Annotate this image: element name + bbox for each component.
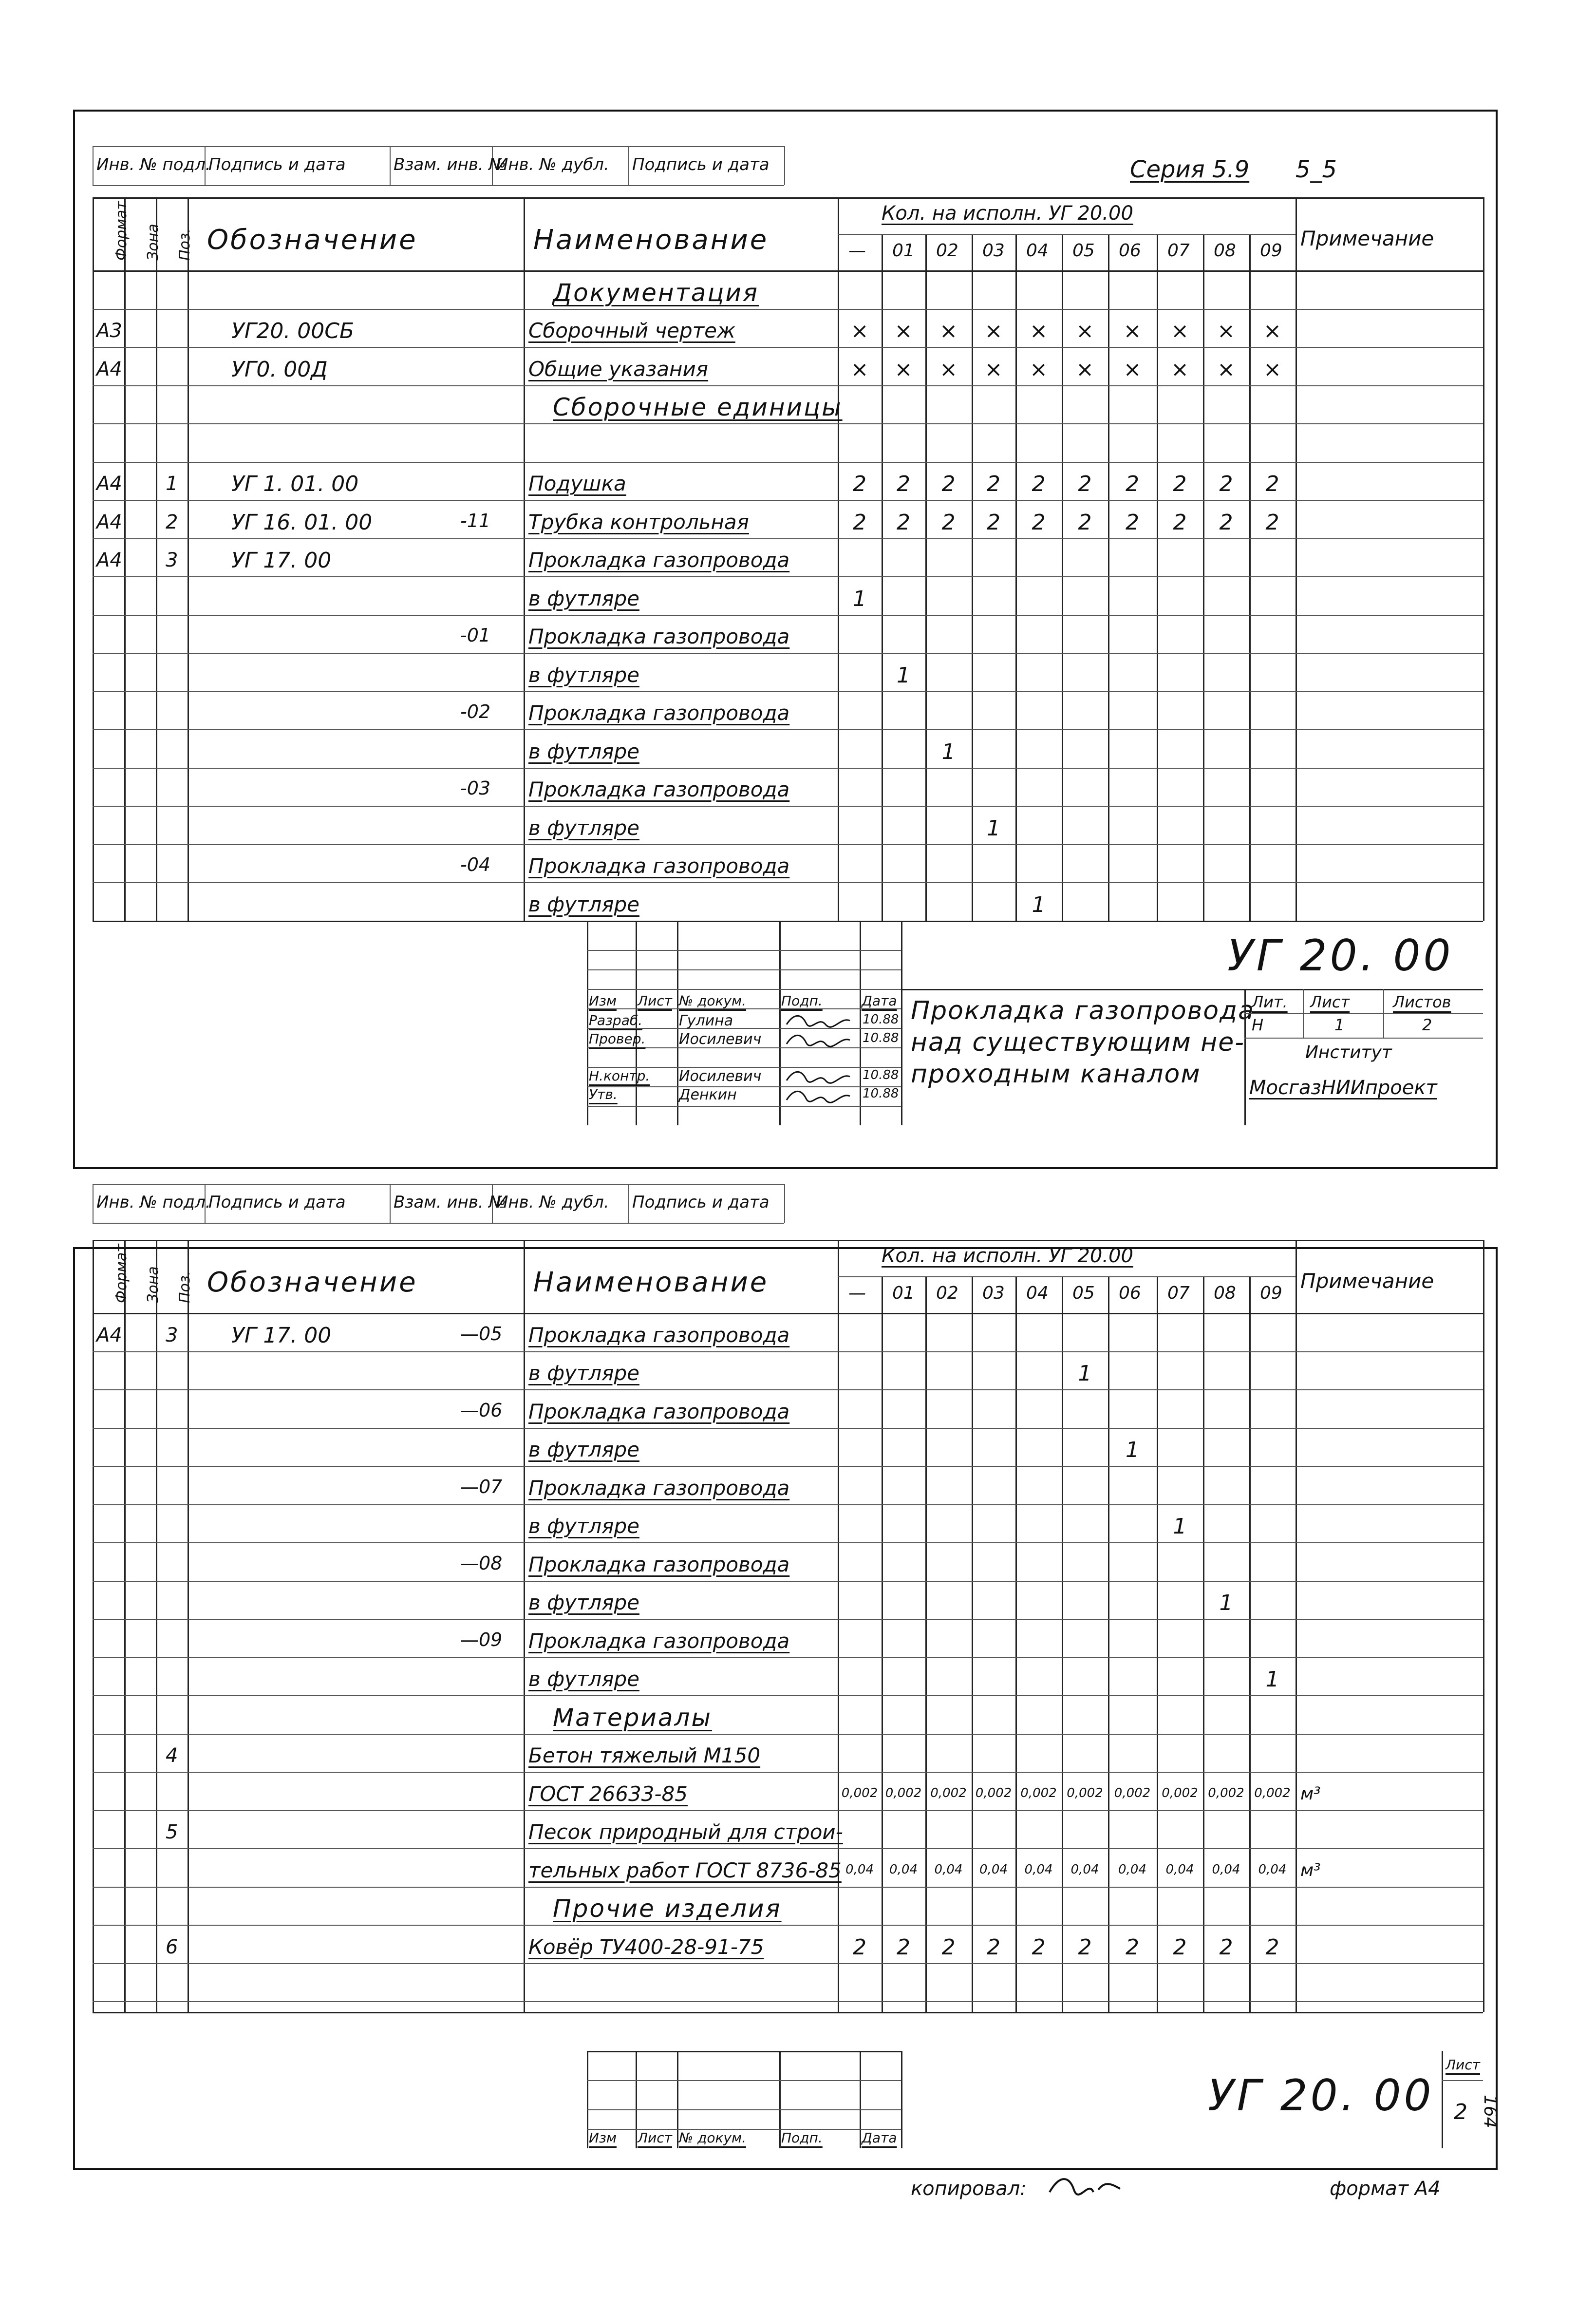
cell-name: Прокладка газопровода: [528, 1476, 790, 1500]
cell-quantity: ×: [1030, 319, 1048, 343]
cell-variant-suffix: —09: [460, 1629, 503, 1650]
cell-variant-suffix: -04: [460, 854, 491, 875]
grid-line: [587, 989, 901, 990]
cell-quantity: 2: [1032, 472, 1046, 496]
cell-format: А4: [96, 511, 122, 533]
cell-name: Трубка контрольная: [528, 510, 749, 534]
cell-quantity: 1: [1078, 1361, 1092, 1386]
cell-name: Прокладка газопровода: [528, 701, 790, 725]
stamp-column-head: Подп.: [781, 2130, 823, 2146]
cell-quantity: ×: [984, 357, 1003, 382]
grid-line: [784, 146, 785, 185]
grid-line: [838, 234, 1296, 235]
stamp-column-head: Дата: [862, 2130, 897, 2146]
cell-quantity: 1: [897, 663, 910, 688]
cell-quantity: 0,04: [1212, 1862, 1240, 1877]
grid-line: [677, 921, 678, 1125]
grid-line: [901, 2051, 902, 2148]
table-row: [93, 882, 1483, 921]
cell-designation: УГ 16. 01. 00: [231, 510, 373, 535]
cell-quantity: 1: [1219, 1591, 1233, 1615]
col-header-variant: 05: [1072, 1283, 1095, 1303]
grid-line: [1483, 1240, 1484, 2012]
grid-line: [93, 1240, 1483, 1241]
grid-line: [779, 921, 781, 1125]
cell-quantity: 2: [897, 510, 910, 535]
col-header-qty-caption: Кол. на исполн. УГ 20.00: [882, 202, 1133, 225]
cell-quantity: 2: [1078, 1934, 1092, 1960]
cell-name: Прокладка газопровода: [528, 777, 790, 801]
table-row: [93, 806, 1483, 844]
section-heading: Сборочные единицы: [553, 393, 843, 421]
side-strip-cell: Взам. инв. №: [394, 155, 506, 174]
signature: [784, 1011, 852, 1028]
table-row: [93, 1581, 1483, 1619]
grid-line: [93, 146, 94, 185]
col-header-pos: Поз.: [176, 1270, 193, 1303]
cell-name: в футляре: [528, 1514, 639, 1538]
table-row: [93, 1351, 1483, 1390]
grid-line: [93, 1184, 94, 1223]
cell-quantity: ×: [1076, 319, 1094, 343]
cell-variant-suffix: —06: [460, 1399, 503, 1421]
institute-name: МосгазНИИпроект: [1249, 1077, 1437, 1099]
cell-quantity: 1: [1173, 1514, 1187, 1539]
cell-quantity: ×: [1263, 319, 1281, 343]
grid-line: [628, 1184, 629, 1223]
cell-quantity: 2: [1265, 510, 1279, 535]
cell-quantity: 0,002: [885, 1785, 922, 1800]
col-header-zone: Зона: [145, 224, 162, 261]
grid-line: [587, 950, 901, 951]
cell-name: Прокладка газопровода: [528, 548, 790, 572]
cell-quantity: ×: [850, 319, 869, 343]
stamp-column-head: Изм: [589, 2130, 617, 2146]
cell-quantity: 2: [987, 1934, 1000, 1960]
cell-variant-suffix: -11: [460, 510, 491, 531]
stamp-name: Денкин: [679, 1086, 737, 1103]
col-header-format: Формат: [113, 201, 130, 261]
stamp-sheet: 1: [1334, 1016, 1345, 1034]
cell-quantity: 1: [1265, 1667, 1279, 1692]
cell-quantity: 2: [1126, 472, 1139, 496]
cell-quantity: 2: [941, 472, 956, 496]
cell-quantity: 0,002: [930, 1785, 967, 1800]
cell-quantity: 2: [1219, 472, 1233, 496]
stamp-sheet-head: Лист: [1310, 993, 1350, 1011]
table-row: [93, 1428, 1483, 1466]
cell-name: Общие указания: [528, 357, 709, 381]
cell-position: 4: [166, 1744, 178, 1767]
cell-name: в футляре: [528, 1667, 639, 1691]
stamp-date: 10.88: [863, 1012, 899, 1027]
stamp-lit: Н: [1252, 1016, 1264, 1034]
cell-name: Бетон тяжелый М150: [528, 1743, 761, 1767]
col-header-variant: 06: [1119, 1283, 1141, 1303]
cell-name: в футляре: [528, 892, 639, 916]
grid-line: [587, 2080, 901, 2081]
cell-format: А4: [96, 549, 122, 571]
cell-variant-suffix: -01: [460, 625, 491, 646]
col-header-variant: 05: [1072, 241, 1095, 261]
cell-name: в футляре: [528, 739, 639, 763]
cell-quantity: 0,04: [979, 1862, 1008, 1877]
cell-quantity: 1: [853, 586, 866, 611]
cell-quantity: 0,002: [1020, 1785, 1057, 1800]
cell-quantity: 0,04: [1118, 1862, 1146, 1877]
page-number: 164: [1480, 2095, 1500, 2128]
cell-quantity: 0,002: [1067, 1785, 1103, 1800]
col-header-variant: 07: [1167, 1283, 1190, 1303]
cell-name: ГОСТ 26633-85: [528, 1781, 688, 1806]
cell-name: Прокладка газопровода: [528, 1399, 790, 1423]
stamp-sheet: 2: [1454, 2100, 1467, 2124]
cell-quantity: 2: [1219, 510, 1233, 535]
side-strip-cell: Инв. № подл.: [96, 155, 211, 174]
grid-line: [901, 989, 1483, 990]
cell-variant-suffix: -03: [460, 777, 491, 799]
grid-line: [587, 1086, 901, 1087]
col-header-variant: —: [848, 241, 866, 261]
grid-line: [1442, 2080, 1483, 2081]
grid-line: [1244, 989, 1246, 1125]
cell-quantity: 1: [987, 815, 1000, 841]
grid-line: [390, 146, 391, 185]
cell-quantity: 0,002: [975, 1785, 1012, 1800]
cell-name: в футляре: [528, 1438, 639, 1461]
grid-line: [390, 1184, 391, 1223]
cell-quantity: 0,002: [1114, 1785, 1151, 1800]
col-header-variant: 09: [1260, 1283, 1282, 1303]
cell-quantity: 2: [1173, 472, 1187, 496]
side-strip-cell: Подпись и дата: [632, 1193, 770, 1212]
grid-line: [838, 1276, 1296, 1277]
cell-quantity: 0,04: [1070, 1862, 1099, 1877]
stamp-date: 10.88: [863, 1031, 899, 1045]
col-header-variant: 07: [1167, 241, 1190, 261]
table-row: [93, 1695, 1483, 1734]
cell-quantity: 0,04: [934, 1862, 963, 1877]
cell-quantity: ×: [939, 357, 958, 382]
cell-name: в футляре: [528, 586, 639, 610]
cell-name: Подушка: [528, 472, 626, 495]
cell-quantity: 0,002: [1162, 1785, 1198, 1800]
cell-quantity: ×: [984, 319, 1003, 343]
grid-line: [587, 2051, 901, 2052]
stamp-column-head: Подп.: [781, 993, 823, 1009]
grid-line: [587, 2109, 901, 2110]
grid-line: [636, 2051, 637, 2148]
stamp-date: 10.88: [863, 1086, 899, 1101]
cell-name: Ковёр ТУ400-28-91-75: [528, 1934, 764, 1959]
cell-name: в футляре: [528, 663, 639, 687]
grid-line: [677, 2051, 678, 2148]
cell-quantity: ×: [894, 319, 913, 343]
cell-position: 3: [166, 1324, 178, 1346]
cell-quantity: 2: [987, 472, 1000, 496]
document-title-line: над существующим не-: [911, 1028, 1245, 1057]
institute-label: Институт: [1305, 1042, 1392, 1062]
table-row: [93, 270, 1483, 309]
cell-quantity: 2: [1078, 472, 1092, 496]
cell-quantity: 2: [1032, 510, 1046, 535]
table-row: [93, 423, 1483, 462]
cell-position: 5: [166, 1821, 178, 1843]
cell-quantity: 2: [1173, 510, 1187, 535]
cell-quantity: 2: [1126, 1934, 1139, 1960]
series-label: Серия 5.9: [1130, 156, 1250, 183]
col-header-variant: 08: [1214, 1283, 1236, 1303]
grid-line: [93, 1184, 784, 1185]
grid-line: [93, 185, 784, 186]
table-row: [93, 1504, 1483, 1543]
col-header-format: Формат: [113, 1244, 130, 1303]
cell-quantity: 2: [1265, 1934, 1279, 1960]
cell-name: Прокладка газопровода: [528, 625, 790, 648]
cell-quantity: ×: [894, 357, 913, 382]
format-label: формат А4: [1330, 2178, 1441, 2200]
stamp-date: 10.88: [863, 1068, 899, 1082]
cell-format: А4: [96, 358, 122, 380]
cell-name: Песок природный для строи-: [528, 1820, 843, 1844]
cell-name: тельных работ ГОСТ 8736-85: [528, 1858, 842, 1882]
grid-line: [93, 1223, 784, 1224]
stamp-role: Разраб.: [589, 1012, 643, 1028]
cell-variant-suffix: —05: [460, 1323, 503, 1345]
col-header-note: Примечание: [1300, 227, 1434, 250]
cell-quantity: 2: [853, 510, 866, 535]
cell-quantity: 2: [897, 472, 910, 496]
side-strip-cell: Подпись и дата: [208, 1193, 346, 1212]
stamp-column-head: Дата: [862, 993, 897, 1009]
grid-line: [1244, 1038, 1483, 1039]
table-row: [93, 729, 1483, 768]
stamp-column-head: № докум.: [679, 993, 747, 1009]
cell-quantity: 2: [1265, 472, 1279, 496]
stamp-lit-head: Лит.: [1252, 993, 1288, 1011]
cell-name: Прокладка газопровода: [528, 1552, 790, 1576]
cell-quantity: 2: [987, 510, 1000, 535]
cell-name: в футляре: [528, 1361, 639, 1385]
stamp-sheet-head: Лист: [1446, 2057, 1480, 2073]
copied-by-label: копировал:: [911, 2178, 1027, 2200]
stamp-column-head: Изм: [589, 993, 617, 1009]
side-strip-cell: Инв. № подл.: [96, 1193, 211, 1212]
grid-line: [901, 921, 902, 1125]
document-code: УГ 20. 00: [1208, 2070, 1434, 2121]
col-header-pos: Поз.: [176, 228, 193, 261]
section-heading: Документация: [553, 278, 759, 307]
col-header-variant: —: [848, 1283, 866, 1303]
cell-quantity: 1: [941, 739, 956, 764]
cell-quantity: ×: [1217, 319, 1235, 343]
grid-line: [93, 921, 1483, 922]
cell-quantity: ×: [1123, 319, 1142, 343]
cell-quantity: 1: [1032, 892, 1046, 917]
grid-line: [784, 1184, 785, 1223]
cell-quantity: 2: [853, 1934, 866, 1960]
grid-line: [1483, 197, 1484, 921]
cell-quantity: 0,04: [845, 1862, 874, 1877]
col-header-note: Примечание: [1300, 1269, 1434, 1293]
grid-line: [779, 2051, 781, 2148]
grid-line: [93, 2001, 1483, 2002]
stamp-role: Н.контр.: [589, 1068, 650, 1084]
table-row: [93, 1734, 1483, 1772]
col-header-variant: 03: [982, 1283, 1005, 1303]
col-header-zone: Зона: [145, 1266, 162, 1303]
col-header-qty-caption: Кол. на исполн. УГ 20.00: [882, 1245, 1133, 1267]
cell-quantity: ×: [1076, 357, 1094, 382]
stamp-column-head: № докум.: [679, 2130, 747, 2146]
cell-format: А4: [96, 1324, 122, 1346]
stamp-sheets-head: Листов: [1393, 993, 1451, 1011]
cell-quantity: ×: [1030, 357, 1048, 382]
cell-quantity: 2: [1032, 1934, 1046, 1960]
stamp-name: Иосилевич: [679, 1031, 762, 1048]
copier-signature: [1047, 2170, 1125, 2199]
stamp-column-head: Лист: [638, 2130, 672, 2146]
cell-quantity: 2: [897, 1934, 910, 1960]
cell-note: м³: [1300, 1860, 1321, 1880]
cell-quantity: 0,002: [1254, 1785, 1291, 1800]
cell-quantity: ×: [1171, 319, 1189, 343]
side-strip-cell: Взам. инв. №: [394, 1193, 506, 1212]
side-strip-cell: Инв. № дубл.: [496, 1193, 609, 1212]
grid-line: [587, 2051, 588, 2148]
col-header-name: Наименование: [533, 1267, 769, 1298]
stamp-column-head: Лист: [638, 993, 672, 1009]
cell-quantity: 0,04: [1024, 1862, 1053, 1877]
cell-quantity: ×: [850, 357, 869, 382]
cell-name: Прокладка газопровода: [528, 1629, 790, 1653]
cell-designation: УГ 17. 00: [231, 548, 332, 573]
side-strip-cell: Подпись и дата: [208, 155, 346, 174]
table-row: [93, 1963, 1483, 2002]
cell-name: в футляре: [528, 815, 639, 840]
grid-line: [860, 2051, 861, 2148]
grid-line: [628, 146, 629, 185]
col-header-variant: 02: [936, 241, 958, 261]
stamp-name: Гулина: [679, 1012, 733, 1029]
col-header-designation: Обозначение: [207, 1267, 418, 1298]
col-header-variant: 02: [936, 1283, 958, 1303]
cell-quantity: 2: [1219, 1934, 1233, 1960]
cell-quantity: 0,002: [1208, 1785, 1244, 1800]
stamp-sheets: 2: [1422, 1016, 1432, 1034]
cell-quantity: 2: [1078, 510, 1092, 535]
cell-format: А4: [96, 473, 122, 495]
side-strip-cell: Инв. № дубл.: [496, 155, 609, 174]
col-header-variant: 01: [892, 241, 915, 261]
col-header-variant: 06: [1119, 241, 1141, 261]
grid-line: [1244, 1013, 1483, 1014]
cell-quantity: ×: [1263, 357, 1281, 382]
signature: [784, 1067, 852, 1084]
grid-line: [587, 921, 588, 1125]
grid-line: [93, 2012, 1483, 2013]
cell-quantity: 2: [853, 472, 866, 496]
grid-line: [93, 146, 784, 147]
cell-name: Прокладка газопровода: [528, 854, 790, 878]
cell-variant-suffix: —08: [460, 1552, 503, 1574]
series-suffix: 5_5: [1296, 156, 1337, 183]
document-code: УГ 20. 00: [1227, 930, 1454, 981]
document-title-line: проходным каналом: [911, 1060, 1201, 1089]
cell-quantity: 2: [1173, 1934, 1187, 1960]
cell-quantity: 0,04: [889, 1862, 918, 1877]
signature: [784, 1086, 852, 1104]
signature: [784, 1030, 852, 1048]
cell-position: 6: [166, 1935, 178, 1958]
col-header-variant: 09: [1260, 241, 1282, 261]
cell-note: м³: [1300, 1783, 1321, 1804]
stamp-role: Провер.: [589, 1031, 646, 1047]
cell-variant-suffix: —07: [460, 1476, 503, 1497]
grid-line: [1442, 2051, 1443, 2148]
col-header-variant: 08: [1214, 241, 1236, 261]
col-header-designation: Обозначение: [207, 224, 418, 256]
col-header-variant: 01: [892, 1283, 915, 1303]
grid-line: [587, 969, 901, 970]
cell-designation: УГ0. 00Д: [231, 357, 328, 382]
col-header-variant: 04: [1026, 241, 1049, 261]
col-header-variant: 04: [1026, 1283, 1049, 1303]
table-row: [93, 653, 1483, 691]
grid-line: [93, 197, 1483, 199]
cell-quantity: 0,04: [1165, 1862, 1194, 1877]
col-header-name: Наименование: [533, 224, 769, 256]
cell-quantity: ×: [1123, 357, 1142, 382]
stamp-name: Иосилевич: [679, 1068, 762, 1085]
grid-line: [860, 921, 861, 1125]
cell-name: Сборочный чертеж: [528, 319, 735, 342]
cell-quantity: ×: [939, 319, 958, 343]
section-heading: Материалы: [553, 1703, 712, 1732]
cell-quantity: ×: [1217, 357, 1235, 382]
cell-quantity: 2: [941, 510, 956, 535]
cell-quantity: 0,04: [1258, 1862, 1287, 1877]
table-row: [93, 576, 1483, 615]
cell-quantity: 0,002: [841, 1785, 878, 1800]
cell-quantity: 1: [1126, 1438, 1139, 1462]
table-row: [93, 1887, 1483, 1925]
cell-name: в футляре: [528, 1591, 639, 1614]
cell-designation: УГ 17. 00: [231, 1323, 332, 1348]
document-title-line: Прокладка газопровода: [911, 996, 1255, 1025]
grid-line: [587, 1106, 901, 1107]
cell-quantity: ×: [1171, 357, 1189, 382]
cell-designation: УГ20. 00СБ: [231, 319, 355, 343]
cell-designation: УГ 1. 01. 00: [231, 472, 359, 496]
cell-name: Прокладка газопровода: [528, 1323, 790, 1347]
cell-quantity: 2: [1126, 510, 1139, 535]
cell-quantity: 2: [941, 1934, 956, 1960]
cell-position: 1: [166, 473, 178, 495]
cell-format: А3: [96, 320, 122, 342]
cell-variant-suffix: -02: [460, 701, 491, 722]
stamp-role: Утв.: [589, 1086, 618, 1102]
cell-position: 2: [166, 511, 178, 533]
col-header-variant: 03: [982, 241, 1005, 261]
cell-position: 3: [166, 549, 178, 571]
side-strip-cell: Подпись и дата: [632, 155, 770, 174]
section-heading: Прочие изделия: [553, 1894, 782, 1923]
